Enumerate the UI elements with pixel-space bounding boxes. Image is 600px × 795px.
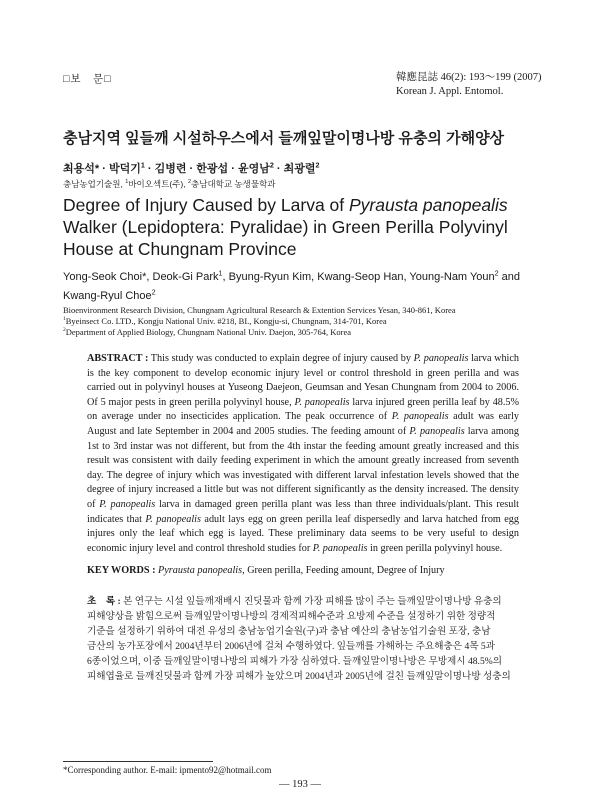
abstract-text: larva which is the key component to develop economic injury level or control threshold in green perilla and was carried out in polyvinyl houses at Yuseong Daejeon, Geumsan and Yesan Chungnam from 2004 to 2006. Of 5 major pests in green perilla polyvinyl house, (87, 353, 520, 408)
affil-mark: 2 (151, 288, 156, 297)
korean-abstract (87, 594, 519, 684)
kr-affil-2: 바이오섹트(주), (128, 179, 188, 189)
keywords (87, 565, 519, 576)
english-authors (63, 268, 543, 306)
affil-mark: 2 (315, 161, 320, 170)
kr-abstract-text: 본 연구는 시설 잎들깨재배시 진딧물과 함께 가장 피해를 많이 주는 들깨잎말이명나방 유충의 (123, 596, 502, 607)
kr-author-1: 최용석* (63, 163, 100, 175)
affil-mark: 2 (494, 269, 499, 278)
kr-affil-1: 충남농업기술원, (63, 179, 126, 189)
journal-ref: 韓應昆誌 46(2): 193～199 (2007) (396, 72, 542, 83)
author: , Byung-Ryun Kim, Kwang-Seop Han, Young-Nam Youn (222, 271, 495, 283)
species-name: P. panopealis (413, 353, 469, 364)
abstract-label: ABSTRACT : (87, 353, 149, 364)
species-name: P. panopealis (312, 542, 368, 554)
kr-abstract-line: 6종이었으며, 이중 들깨잎말이명나방의 피해가 가장 심하였다. 들깨잎말이명나방은 무방제시 48.5%의 (87, 656, 502, 667)
species-name: P. panopealis (409, 425, 465, 437)
korean-title: 충남지역 잎들깨 시설하우스에서 들깨잎말이명나방 유충의 가해양상 (63, 130, 505, 147)
abstract (87, 352, 519, 556)
species-name: P. panopealis (145, 513, 201, 525)
author: Yong-Seok Choi*, (63, 271, 153, 283)
affil-mark: 2 (187, 179, 192, 186)
abstract-text: adult lays egg on green perilla leaf dispersedly and larva hatched from egg injures only the leaf which egg is layed. These preliminary data seems to be very useful to design economic injury level and control threshold studies for (87, 513, 519, 554)
abstract-text: This study was conducted to explain degree of injury caused by (148, 353, 414, 364)
affil-mark: 2 (63, 327, 66, 334)
title-part: Walker (Lepidoptera: Pyralidae) in Green Perilla Polyvinyl House at Chungnam Province (63, 217, 508, 259)
page-number: — 193 — (279, 779, 321, 790)
kr-abstract-line: 금산의 농가포장에서 2004년부터 2006년에 걸쳐 수행하였다. 잎들깨를 가해하는 주요해충은 4목 5과 (87, 641, 495, 652)
keyword-species: Pyrausta panopealis (158, 565, 243, 576)
title-part: Degree of Injury Caused by Larva of (63, 195, 349, 215)
affiliation-2-text: Byeinsect Co. LTD., Kongju National Univ. #218, BI., Kongju-si, Chungnam, 314-701, Korea (65, 316, 387, 326)
keywords-label: KEY WORDS : (87, 565, 156, 576)
keywords-text: , Green perilla, Feeding amount, Degree of Injury (242, 565, 445, 576)
corresponding-author-footnote: *Corresponding author. E-mail: ipmento92@hotmail.com (63, 765, 272, 775)
species-name: P. panopealis (391, 411, 449, 423)
journal-name: Korean J. Appl. Entomol. (396, 85, 504, 97)
author-separator: · (144, 163, 155, 175)
abstract-text: in green perilla polyvinyl house. (367, 542, 503, 554)
author-separator: · (99, 163, 109, 175)
journal-header (396, 71, 542, 98)
affiliation-1: Bioenvironment Research Division, Chungnam Agricultural Research & Extention Services Yesan, 340-861, Korea (63, 305, 456, 315)
author: Deok-Gi Park (152, 271, 219, 283)
affil-mark: 1 (63, 316, 66, 323)
author: and Kwang-Ryul Choe (63, 271, 521, 302)
affil-mark: 1 (125, 179, 129, 186)
title-species: Pyrausta panopealis (349, 195, 508, 215)
korean-abstract-label: 초 록 : (87, 596, 121, 607)
kr-author-3: 김병련 (154, 163, 187, 175)
abstract-text: adult was early August and late September in 2004 and 2005 studies. The feeding amount of (87, 411, 519, 437)
kr-abstract-line (87, 594, 519, 609)
kr-author-6: 최광렬 (283, 163, 316, 175)
kr-abstract-line: 기준을 설정하기 위하여 대전 유성의 충남농업기술원(구)과 충남 예산의 충남농업기술원 포장, 충남 (87, 626, 491, 637)
abstract-text: larva in damaged green perilla plant was less than three individuals/plant. This result indicates that (87, 498, 519, 525)
affil-mark: 2 (269, 161, 274, 170)
korean-authors (63, 160, 319, 176)
kr-author-2: 박덕기 (108, 163, 141, 175)
author-separator: · (228, 163, 238, 175)
abstract-text: larva among 1st to 3rd instar was not different, but from the 4th instar the feeding amount greatly increased and this result was consistent with daily feeding experiment in which the amount greatly increased from seventh day. The degree of injury which was investigated with different larval infestation levels showed that the degree of injury increased a little but was not different significantly as the density increased. The density of (87, 425, 519, 510)
section-label: □보 문□ (63, 74, 112, 85)
affiliation-3-text: Department of Applied Biology, Chungnam National Univ. Daejon, 305-764, Korea (65, 327, 352, 337)
author-separator: · (186, 163, 197, 175)
abstract-text: larva injured green perilla leaf by 48.5% on average under no insecticides application. The peak occurrence of (87, 396, 520, 423)
affil-mark: 1 (140, 161, 145, 170)
footnote-divider (63, 761, 213, 762)
affiliation-3 (63, 327, 543, 338)
affiliations (63, 305, 543, 338)
english-title (63, 194, 543, 260)
kr-author-4: 한광섭 (196, 163, 229, 175)
species-name: P. panopealis (294, 396, 350, 408)
kr-abstract-line: 피해엽율로 들깨진딧물과 함께 가장 피해가 높았으며 2004년과 2005년에 걸친 들깨잎말이명나방 성충의 (87, 671, 511, 682)
kr-author-5: 윤영남 (237, 163, 270, 175)
affiliation-2 (63, 316, 543, 327)
kr-abstract-line: 피해양상을 밝힘으로써 들깨잎말이명나방의 경제적피해수준과 요방제 수준을 설정하기 위한 정량적 (87, 611, 496, 622)
affil-mark: 1 (218, 269, 223, 278)
kr-affil-3: 충남대학교 농생물학과 (191, 179, 276, 189)
species-name: P. panopealis (99, 498, 156, 510)
author-separator: · (273, 163, 284, 175)
korean-affiliations (63, 178, 276, 190)
